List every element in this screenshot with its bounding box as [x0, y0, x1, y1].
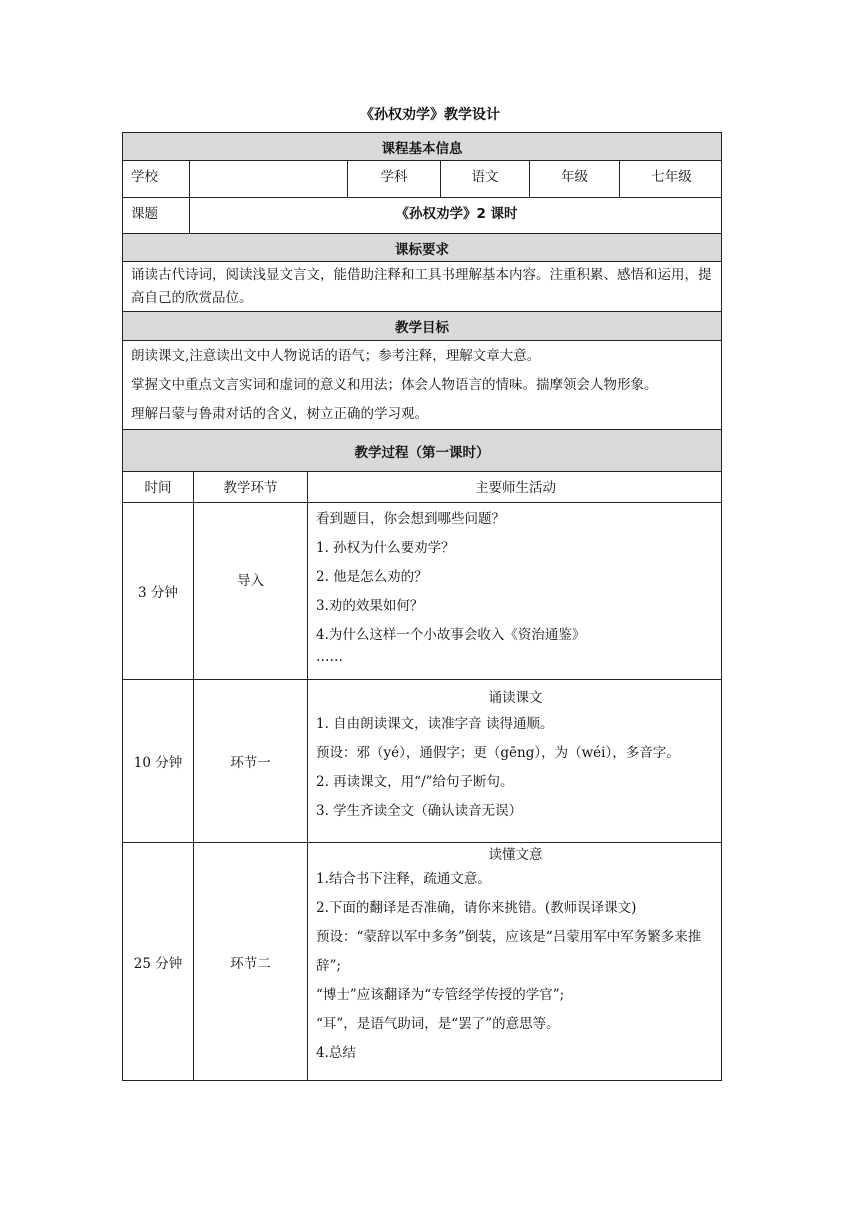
topic-label: 课题 [131, 206, 158, 222]
objective-item: 掌握文中重点文言实词和虚词的意义和用法；体会人物语言的情味。揣摩领会人物形象。 [131, 377, 658, 393]
process-header: 教学过程（第一课时） [122, 430, 722, 472]
objective-item: 理解吕蒙与鲁肃对话的含义，树立正确的学习观。 [131, 406, 428, 422]
objective-item: 朗读课文,注意读出文中人物说话的语气；参考注释，理解文章大意。 [131, 348, 541, 364]
activity-line: 4.总结 [316, 1045, 356, 1061]
activity-cell [307, 680, 723, 842]
process-row-stage-2 [122, 843, 722, 1081]
objectives-list [122, 341, 722, 430]
subject-value: 语文 [440, 161, 529, 197]
lesson-plan-table [122, 132, 722, 1081]
stage-cell: 环节一 [193, 680, 307, 842]
activity-line: 1. 自由朗读课文，读准字音 读得通顺。 [316, 716, 554, 732]
objectives-header: 教学目标 [122, 312, 722, 341]
topic-value: 《孙权劝学》2 课时 [189, 198, 723, 233]
stage-cell: 导入 [193, 503, 307, 679]
school-label: 学校 [131, 169, 158, 185]
school-value [189, 161, 347, 197]
activity-line: 预设：邪（yé），通假字；更（gēng），为（wéi），多音字。 [316, 745, 680, 761]
col-activity-header: 主要师生活动 [307, 472, 723, 502]
basic-info-header: 课程基本信息 [122, 132, 722, 161]
standards-header: 课标要求 [122, 234, 722, 262]
activity-line: 2. 他是怎么劝的？ [316, 569, 428, 585]
activity-line: 3. 学生齐读全文（确认读音无误） [316, 803, 523, 819]
activity-line: “博士”应该翻译为“专管经学传授的学官”; [316, 987, 565, 1003]
col-time-header: 时间 [144, 480, 172, 496]
activity-line: “耳”，是语气助词，是“罢了”的意思等。 [316, 1016, 560, 1032]
activity-line: 2. 再读课文，用“/”给句子断句。 [316, 774, 514, 790]
standards-text: 诵读古代诗词，阅读浅显文言文，能借助注释和工具书理解基本内容。注重积累、感悟和运用，提高自己的欣赏品位。 [122, 262, 722, 312]
activity-cell [307, 503, 723, 679]
stage-cell: 环节二 [193, 843, 307, 1080]
activity-line: 4.为什么这样一个小故事会收入《资治通鉴》 [316, 627, 586, 643]
activity-line: 1.结合书下注释，疏通文意。 [316, 871, 491, 887]
col-stage-header: 教学环节 [193, 472, 307, 502]
process-row-stage-1 [122, 680, 722, 843]
activity-line: 预设：“蒙辞以军中多务”倒装，应该是“吕蒙用军中军务繁多来推辞”; [316, 929, 702, 974]
document-title: 《孙权劝学》教学设计 [360, 107, 500, 123]
activity-line: 1. 孙权为什么要劝学？ [316, 540, 455, 556]
topic-row [122, 198, 722, 234]
subject-label: 学科 [347, 161, 440, 197]
activity-line: …… [316, 649, 343, 665]
process-row-intro [122, 503, 722, 680]
time-cell: 10 分钟 [133, 755, 183, 771]
activity-line: 3.劝的效果如何？ [316, 598, 424, 614]
grade-value: 七年级 [619, 161, 723, 197]
basic-info-row [122, 161, 722, 198]
activity-line: 2.下面的翻译是否准确，请你来挑错。(教师误译课文) [316, 900, 637, 916]
activity-heading: 诵读课文 [488, 690, 543, 706]
activity-cell [307, 843, 723, 1080]
activity-line: 看到题目，你会想到哪些问题？ [316, 511, 505, 527]
time-cell: 25 分钟 [133, 955, 183, 972]
grade-label: 年级 [529, 161, 619, 197]
activity-heading: 读懂文意 [488, 847, 543, 863]
process-column-header-row [122, 472, 722, 503]
time-cell: 3 分钟 [138, 585, 178, 601]
